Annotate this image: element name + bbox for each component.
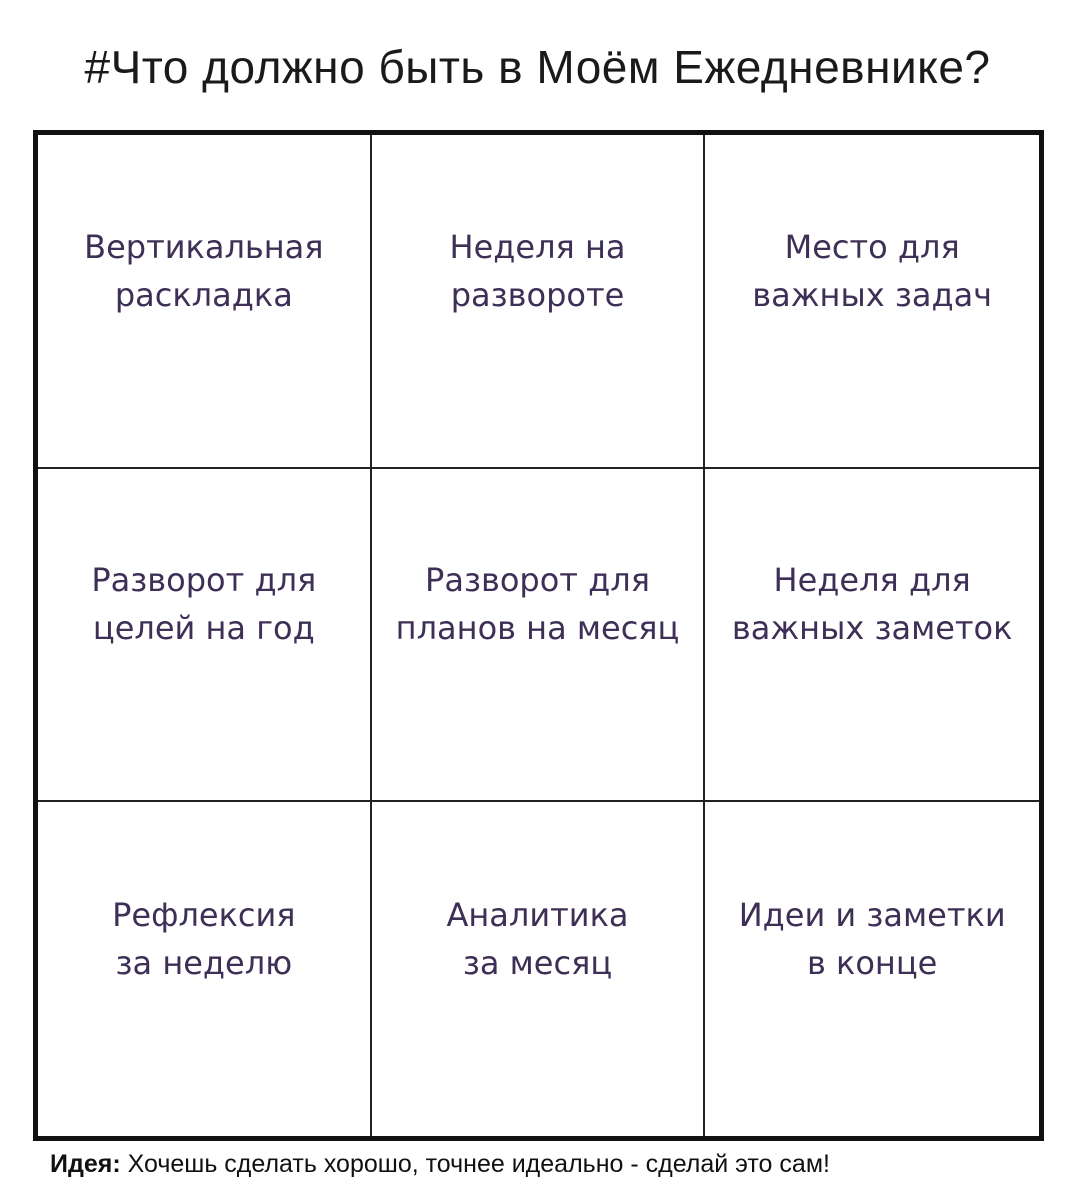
grid-cell-label: Неделя на развороте — [449, 227, 626, 314]
grid-cell[interactable] — [372, 135, 706, 469]
page-title: #Что должно быть в Моём Ежедневнике? — [84, 41, 991, 93]
grid-cell[interactable] — [705, 469, 1039, 803]
grid-cell[interactable] — [705, 135, 1039, 469]
grid-cell[interactable] — [38, 135, 372, 469]
grid-cell-label: Разворот для целей на год — [91, 561, 317, 648]
grid-cell[interactable] — [38, 469, 372, 803]
grid-cell-label: Неделя для важных заметок — [731, 561, 1013, 648]
grid-cell[interactable] — [372, 469, 706, 803]
grid-cell-label: Место для важных задач — [752, 227, 993, 314]
footer-note — [50, 1150, 830, 1179]
grid-cell[interactable] — [372, 802, 706, 1136]
footer-text: Хочешь сделать хорошо, точнее идеально - сделай это сам! — [120, 1150, 830, 1178]
grid-cell-label: Вертикальная раскладка — [84, 227, 324, 314]
grid-cell[interactable] — [38, 802, 372, 1136]
grid-cell[interactable] — [705, 802, 1039, 1136]
bingo-grid — [33, 130, 1044, 1141]
footer-label: Идея: — [50, 1150, 121, 1178]
grid-cell-label: Рефлексия за неделю — [112, 896, 296, 983]
grid-cell-label: Аналитика за месяц — [446, 896, 629, 983]
grid-cell-label: Идеи и заметки в конце — [738, 896, 1006, 983]
grid-cell-label: Разворот для планов на месяц — [395, 561, 680, 648]
